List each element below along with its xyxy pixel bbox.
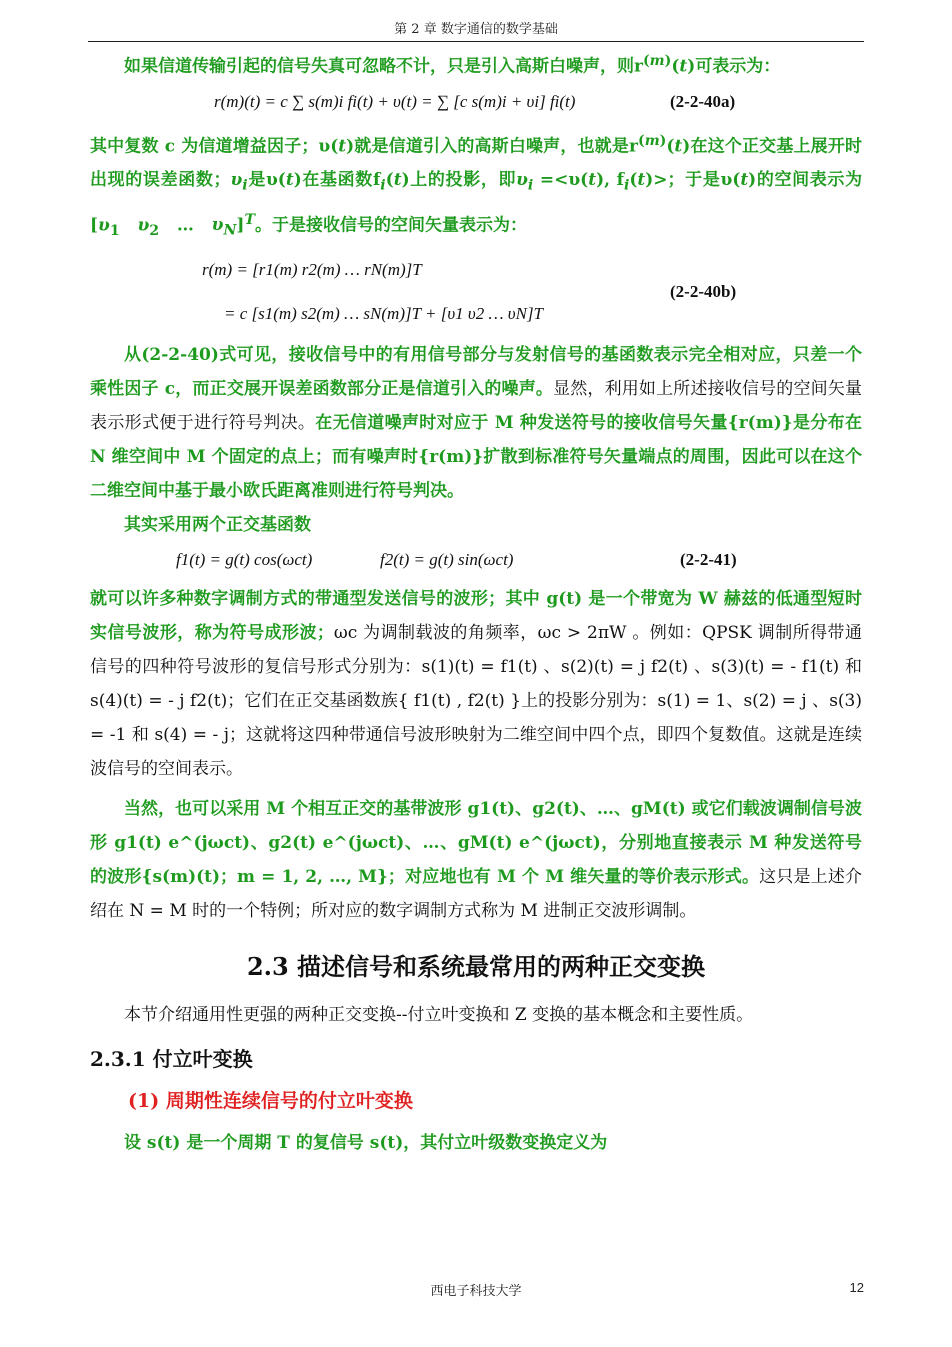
equation-label: (2-2-40a) [670,91,736,111]
paragraph-orthogonal-waveforms [90,792,862,928]
chapter-title: 第 2 章 数字通信的数学基础 [394,22,558,37]
paragraph-basis-intro [90,508,862,542]
equation-f1: f1(t) = g(t) cos(ωct) [176,549,313,569]
paragraph-section-intro: 本节介绍通用性更强的两种正交变换--付立叶变换和 Z 变换的基本概念和主要性质。 [124,1004,754,1025]
paragraph-text: 当然，也可以采用 M 个相互正交的基带波形 g1(t)、g2(t)、…、gM(t) 或它们载波调制信号波形 g1(t) e^(jωct)、g2(t) e^(jωct)、…、gM(t) e^(jωct)，分别地直接表示 M 种发送符号的波形{s(m)(t)；m = 1, 2, …, M}；对应地也有 M 个 M 维矢量的等价表示形式。 [90,798,862,887]
paragraph-text: ；于是 [667,170,721,191]
paragraph-text: 。于是接收信号的空间矢量表示为： [254,215,527,236]
equation-line-1: r(m) = [r1(m) r2(m) … rN(m)]T [202,259,422,279]
subsection-heading: 2.3.1 付立叶变换 [90,1046,253,1071]
paragraph-qpsk-example [90,582,862,786]
equation-line-2: = c [s1(m) s2(m) … sN(m)]T + [υ1 υ2 … υN]T [224,303,544,323]
paragraph-text: 其实采用两个正交基函数 [124,514,311,535]
paragraph-text: 就是信道引入的高斯白噪声，也就是 [354,136,630,157]
paragraph-text: ωc 为调制载波的角频率，ωc > 2πW 。例如：QPSK 调制所得带通信号的四种符号波形的复信号形式分别为：s(1)(t) = f1(t) 、s(2)(t) = j f2(t) 、s(3)(t) = - f1(t) 和 s(4)(t) = - j f2(t)；它们在正交基函数族{ f1(t) , f2(t) }上的投影分别为：s(1) = 1、s(2) = j 、s(3) = -1 和 s(4) = - j；这就将这四种带通信号波形映射为二维空间中四个点，即四个复数值。这就是连续波信号的空间表示。 [90,622,863,779]
paragraph-text: 其中复数 c 为信道增益因子； [90,136,319,157]
equation-2-2-41 [90,542,862,582]
page-content [90,44,862,1160]
page-header [88,18,864,42]
paragraph-text: 在这个正交基上展开时出现的误差函数； [90,136,863,191]
paragraph-text: 从(2-2-40)式可见，接收信号中的有用信号部分与发射信号的基函数表示完全相对应，只差一个乘性因子 c，而正交展开误差函数部分正是信道引入的噪声。 [90,344,862,399]
paragraph-noise-definition: 其中复数 c 为信道增益因子；υ(t)就是信道引入的高斯白噪声，也就是$r^{(m)}(t)$在这个正交基上展开时出现的误差函数；$\upsilon_i$是υ(t)在基函数$f_i(t)$上的投影，即$\upsilon_i =<\upsilon(t)$, $f_i(t)>$；于是υ(t)的空间表示为[$\upsilon_1$ $\upsilon_2$ … $\upsilon_N]^T$。于是接收信号的空间矢量表示为： [90,132,863,239]
paragraph-text: 就可以许多种数字调制方式的带通型发送信号的波形；其中 g(t) 是一个带宽为 W 赫兹的低通型短时实信号波形，称为符号成形波； [90,588,862,643]
paragraph-space-representation [90,338,862,508]
footer-university: 西电子科技大学 [430,1284,522,1299]
paragraph-text: 的空间表示为 [756,170,863,191]
paragraph-text: 显然，利用如上所述接收信号的空间矢量表示形式便于进行符号判决。 [90,378,862,433]
paragraph-intro: 如果信道传输引起的信号失真可忽略不计，只是引入高斯白噪声，则$r^{(m)}(t)$可表示为： [124,53,781,77]
paragraph-text: 在基函数 [301,170,373,191]
paragraph-text: 是 [247,170,266,191]
equation-2-2-40a [90,84,862,124]
equation-label: (2-2-41) [680,549,737,569]
paragraph-text: 这只是上述介绍在 N = M 时的一个特例；所对应的数字调制方式称为 M 进制正交波形调制。 [90,866,863,921]
equation-label: (2-2-40b) [670,281,737,301]
equation-2-2-40b [90,248,862,338]
page-number: 12 [849,1280,864,1295]
paragraph-text: 上的投影，即 [409,170,517,191]
paragraph-text: 可表示为： [695,56,781,77]
paragraph-text: 如果信道传输引起的信号失真可忽略不计，只是引入高斯白噪声，则 [124,56,634,77]
section-heading: 2.3 描述信号和系统最常用的两种正交变换 [246,951,706,981]
equation-body: r(m)(t) = c ∑ s(m)i fi(t) + υ(t) = ∑ [c s(m)i + υi] fi(t) [214,91,576,111]
paragraph-fourier-definition: 设 s(t) 是一个周期 T 的复信号 s(t)，其付立叶级数变换定义为 [124,1132,608,1153]
paragraph-text: 在无信道噪声时对应于 M 种发送符号的接收信号矢量{r(m)}是分布在 N 维空间中 M 个固定的点上；而有噪声时{r(m)}扩散到标准符号矢量端点的周围，因此可以在这个二维空间中基于最小欧氏距离准则进行符号判决。 [90,412,862,501]
equation-f2: f2(t) = g(t) sin(ωct) [380,549,514,569]
subsubsection-heading: (1) 周期性连续信号的付立叶变换 [128,1089,413,1112]
